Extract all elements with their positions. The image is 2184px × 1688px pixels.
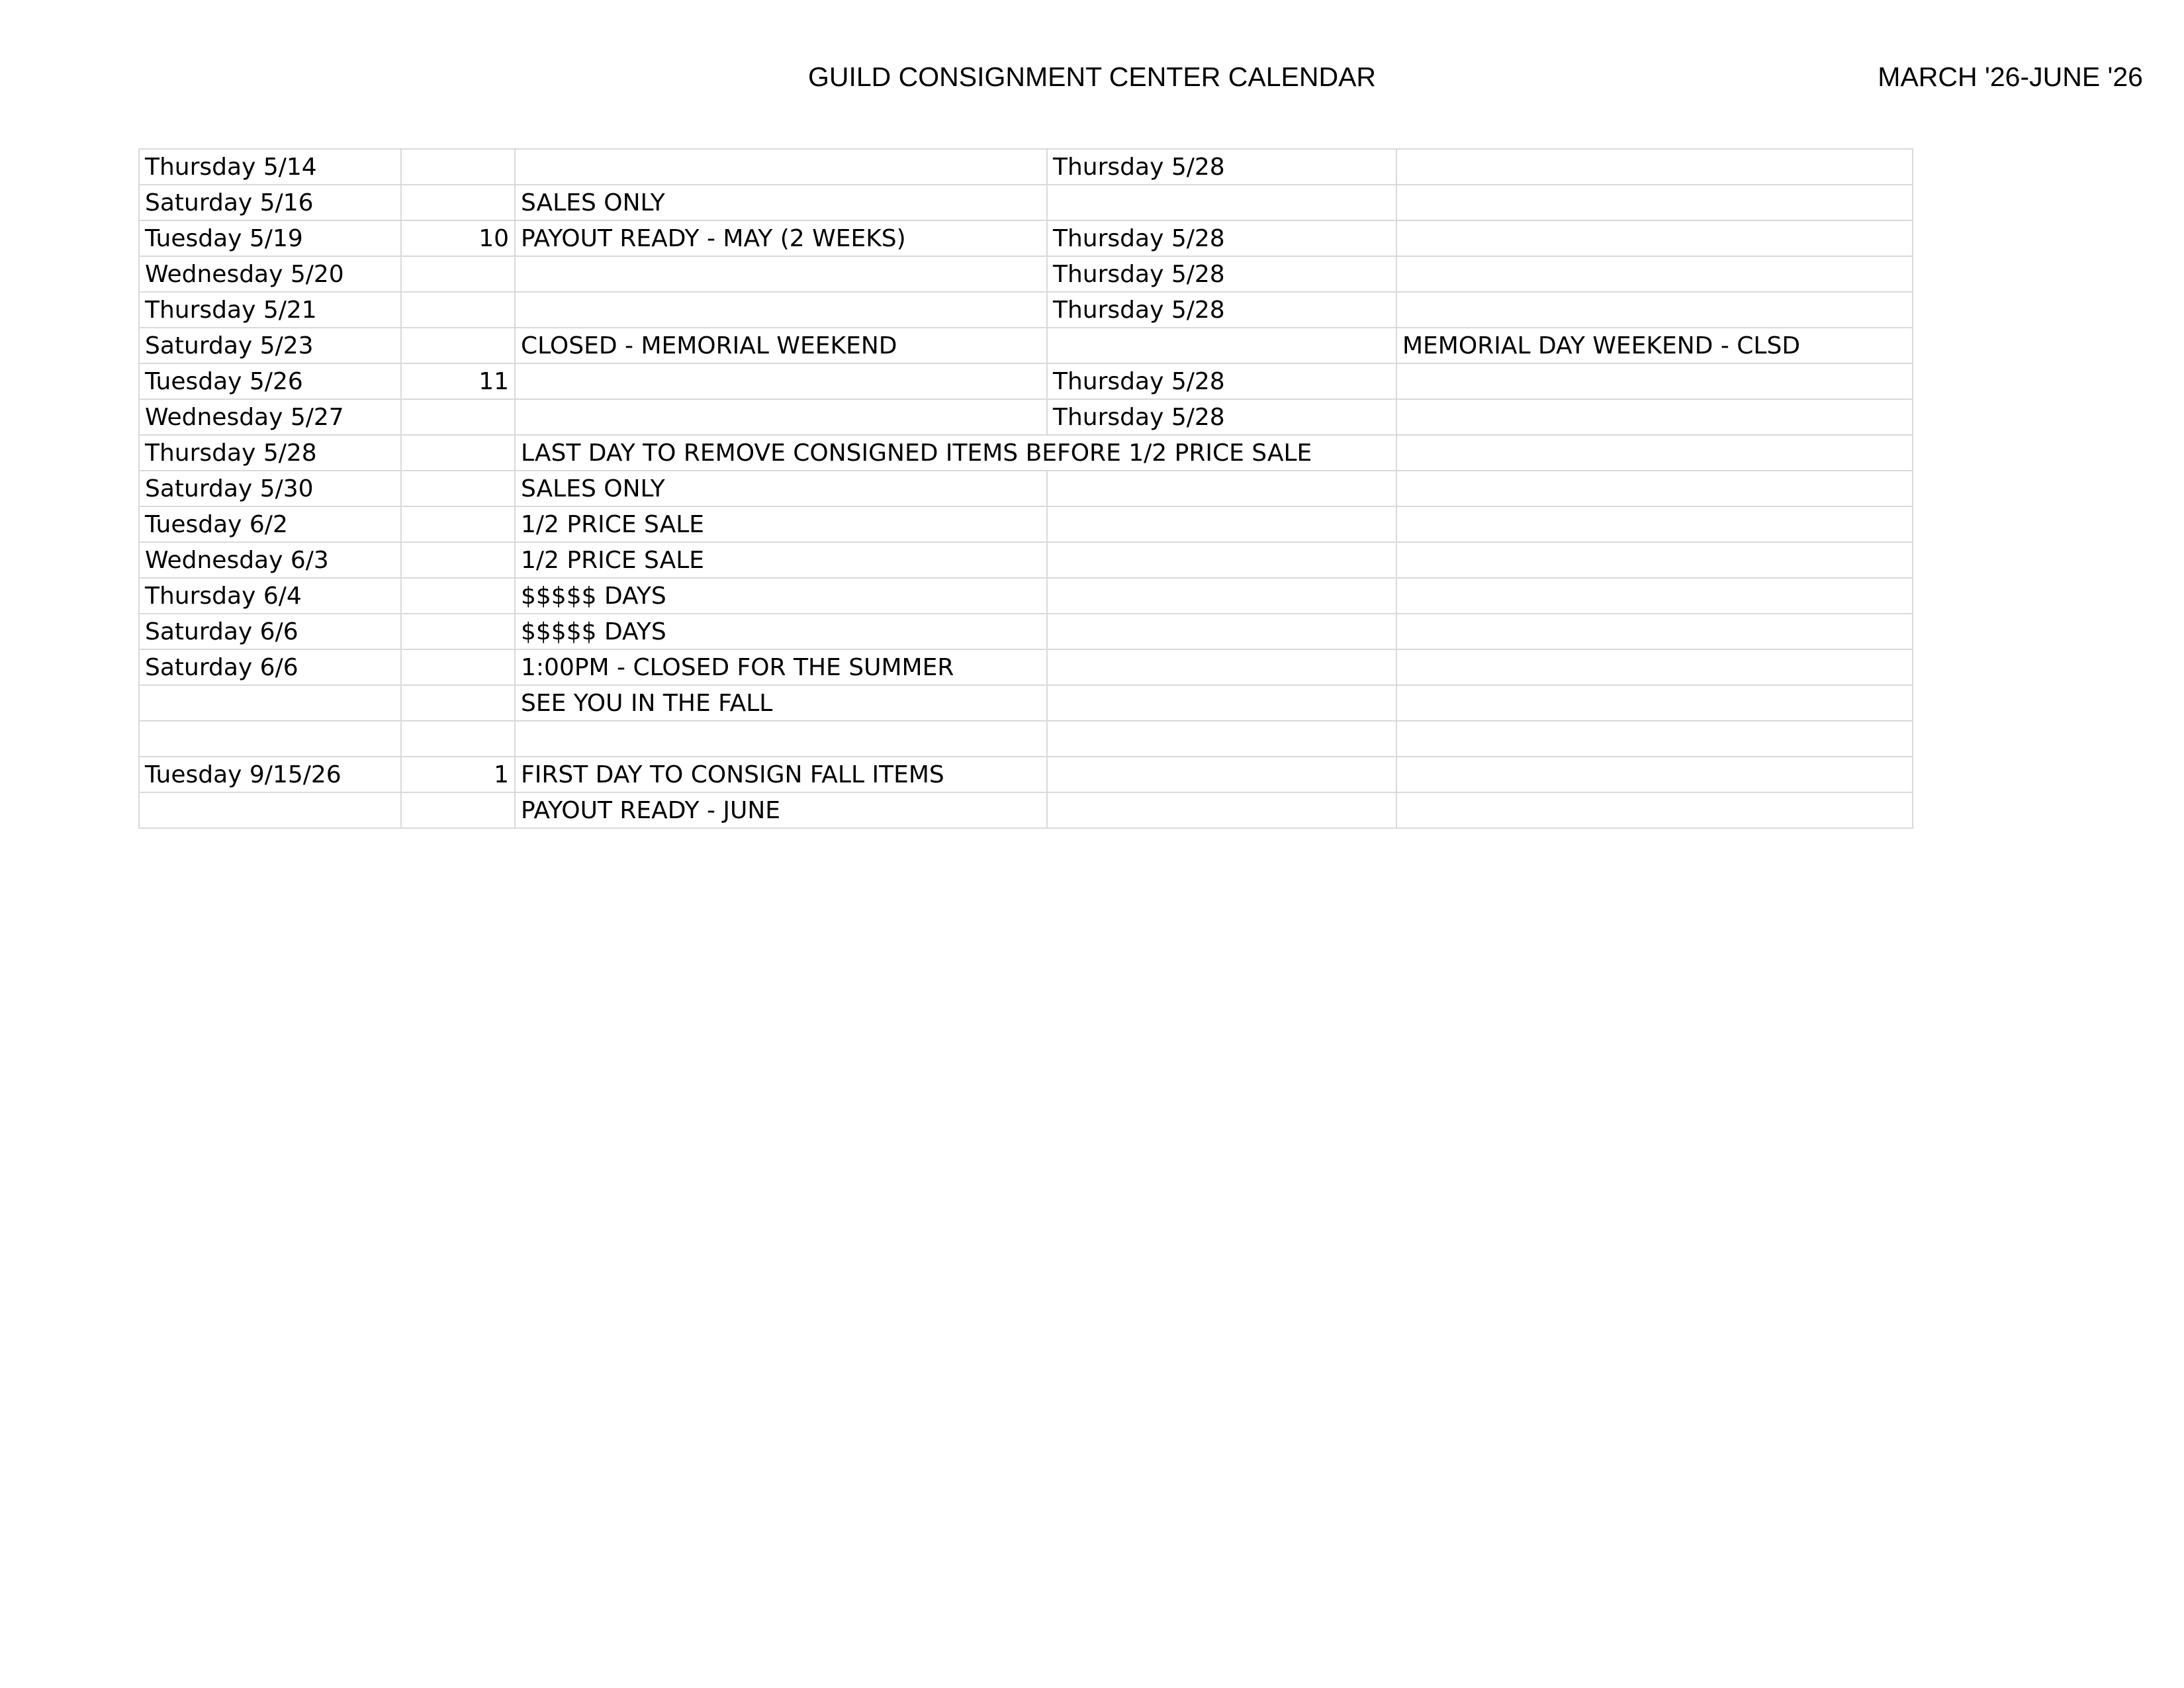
table-row (139, 435, 1913, 471)
note-cell[interactable] (1396, 471, 1913, 506)
deadline-cell[interactable] (1047, 757, 1396, 792)
note-cell[interactable] (1396, 149, 1913, 185)
date-cell[interactable]: Saturday 6/6 (139, 649, 401, 685)
table-row (139, 578, 1913, 614)
note-cell[interactable] (1396, 256, 1913, 292)
date-cell[interactable] (139, 721, 401, 757)
table-row (139, 399, 1913, 435)
week-number-cell[interactable] (401, 721, 515, 757)
date-cell[interactable]: Tuesday 6/2 (139, 506, 401, 542)
event-cell[interactable] (515, 149, 1047, 185)
date-cell[interactable]: Saturday 5/23 (139, 328, 401, 363)
week-number-cell[interactable]: 10 (401, 220, 515, 256)
table-row (139, 685, 1913, 721)
deadline-cell[interactable]: Thursday 5/28 (1047, 399, 1396, 435)
note-cell[interactable] (1396, 220, 1913, 256)
week-number-cell[interactable] (401, 149, 515, 185)
week-number-cell[interactable] (401, 435, 515, 471)
event-cell[interactable]: 1/2 PRICE SALE (515, 506, 1047, 542)
date-cell[interactable]: Wednesday 5/27 (139, 399, 401, 435)
event-cell[interactable]: CLOSED - MEMORIAL WEEKEND (515, 328, 1047, 363)
week-number-cell[interactable] (401, 328, 515, 363)
week-number-cell[interactable] (401, 542, 515, 578)
date-cell[interactable]: Tuesday 5/19 (139, 220, 401, 256)
event-cell[interactable] (515, 399, 1047, 435)
week-number-cell[interactable] (401, 578, 515, 614)
date-cell[interactable]: Saturday 6/6 (139, 614, 401, 649)
table-row (139, 220, 1913, 256)
deadline-cell[interactable] (1047, 792, 1396, 828)
deadline-cell[interactable]: Thursday 5/28 (1047, 256, 1396, 292)
table-row (139, 649, 1913, 685)
date-cell[interactable]: Saturday 5/30 (139, 471, 401, 506)
date-cell[interactable]: Wednesday 6/3 (139, 542, 401, 578)
note-cell[interactable] (1396, 578, 1913, 614)
note-cell[interactable] (1396, 614, 1913, 649)
deadline-cell[interactable] (1047, 578, 1396, 614)
date-range: MARCH '26-JUNE '26 (1878, 62, 2143, 92)
note-cell[interactable] (1396, 649, 1913, 685)
event-cell[interactable]: PAYOUT READY - MAY (2 WEEKS) (515, 220, 1047, 256)
event-cell[interactable] (515, 256, 1047, 292)
week-number-cell[interactable] (401, 256, 515, 292)
page-title: GUILD CONSIGNMENT CENTER CALENDAR (807, 62, 1377, 92)
note-cell[interactable] (1396, 792, 1913, 828)
event-cell[interactable]: $$$$$ DAYS (515, 578, 1047, 614)
week-number-cell[interactable]: 1 (401, 757, 515, 792)
week-number-cell[interactable] (401, 292, 515, 328)
event-cell[interactable]: PAYOUT READY - JUNE (515, 792, 1047, 828)
week-number-cell[interactable] (401, 792, 515, 828)
note-cell[interactable] (1396, 185, 1913, 220)
event-cell[interactable]: SALES ONLY (515, 471, 1047, 506)
table-row (139, 506, 1913, 542)
event-cell[interactable] (515, 721, 1047, 757)
event-cell[interactable]: SALES ONLY (515, 185, 1047, 220)
note-cell[interactable] (1396, 542, 1913, 578)
note-cell[interactable] (1396, 721, 1913, 757)
deadline-cell[interactable] (1047, 542, 1396, 578)
event-cell[interactable]: 1/2 PRICE SALE (515, 542, 1047, 578)
date-cell[interactable]: Thursday 5/28 (139, 435, 401, 471)
event-cell[interactable]: SEE YOU IN THE FALL (515, 685, 1047, 721)
calendar-body (139, 149, 1913, 828)
deadline-cell[interactable] (1047, 614, 1396, 649)
week-number-cell[interactable] (401, 399, 515, 435)
event-cell[interactable] (515, 292, 1047, 328)
note-cell[interactable] (1396, 685, 1913, 721)
date-cell[interactable]: Thursday 6/4 (139, 578, 401, 614)
table-row (139, 256, 1913, 292)
event-cell[interactable]: 1:00PM - CLOSED FOR THE SUMMER (515, 649, 1047, 685)
date-cell[interactable]: Wednesday 5/20 (139, 256, 401, 292)
note-cell[interactable] (1396, 757, 1913, 792)
table-row (139, 721, 1913, 757)
deadline-cell[interactable] (1047, 506, 1396, 542)
week-number-cell[interactable] (401, 471, 515, 506)
note-cell[interactable]: MEMORIAL DAY WEEKEND - CLSD (1396, 328, 1913, 363)
deadline-cell[interactable] (1047, 328, 1396, 363)
date-cell[interactable]: Tuesday 5/26 (139, 363, 401, 399)
note-cell[interactable] (1396, 399, 1913, 435)
deadline-cell[interactable] (1047, 721, 1396, 757)
week-number-cell[interactable] (401, 185, 515, 220)
table-row (139, 614, 1913, 649)
deadline-cell[interactable] (1047, 685, 1396, 721)
date-cell[interactable]: Tuesday 9/15/26 (139, 757, 401, 792)
table-row (139, 757, 1913, 792)
event-cell[interactable]: LAST DAY TO REMOVE CONSIGNED ITEMS BEFORE 1/2 PRICE SALE (515, 435, 1396, 471)
deadline-cell[interactable]: Thursday 5/28 (1047, 149, 1396, 185)
week-number-cell[interactable] (401, 685, 515, 721)
deadline-cell[interactable]: Thursday 5/28 (1047, 220, 1396, 256)
table-row (139, 328, 1913, 363)
calendar-table (138, 148, 1913, 829)
deadline-cell[interactable] (1047, 649, 1396, 685)
week-number-cell[interactable]: 11 (401, 363, 515, 399)
date-cell[interactable]: Thursday 5/21 (139, 292, 401, 328)
event-cell[interactable] (515, 363, 1047, 399)
date-cell[interactable]: Saturday 5/16 (139, 185, 401, 220)
date-cell[interactable]: Thursday 5/14 (139, 149, 401, 185)
table-row (139, 185, 1913, 220)
table-row (139, 792, 1913, 828)
deadline-cell[interactable]: Thursday 5/28 (1047, 292, 1396, 328)
table-row (139, 292, 1913, 328)
table-row (139, 471, 1913, 506)
deadline-cell[interactable]: Thursday 5/28 (1047, 363, 1396, 399)
note-cell[interactable] (1396, 363, 1913, 399)
deadline-cell[interactable] (1047, 471, 1396, 506)
date-cell[interactable] (139, 685, 401, 721)
note-cell[interactable] (1396, 506, 1913, 542)
table-row (139, 363, 1913, 399)
week-number-cell[interactable] (401, 649, 515, 685)
table-row (139, 542, 1913, 578)
deadline-cell[interactable] (1047, 185, 1396, 220)
event-cell[interactable]: FIRST DAY TO CONSIGN FALL ITEMS (515, 757, 1047, 792)
date-cell[interactable] (139, 792, 401, 828)
note-cell[interactable] (1396, 435, 1913, 471)
note-cell[interactable] (1396, 292, 1913, 328)
event-cell[interactable]: $$$$$ DAYS (515, 614, 1047, 649)
week-number-cell[interactable] (401, 614, 515, 649)
table-row (139, 149, 1913, 185)
week-number-cell[interactable] (401, 506, 515, 542)
